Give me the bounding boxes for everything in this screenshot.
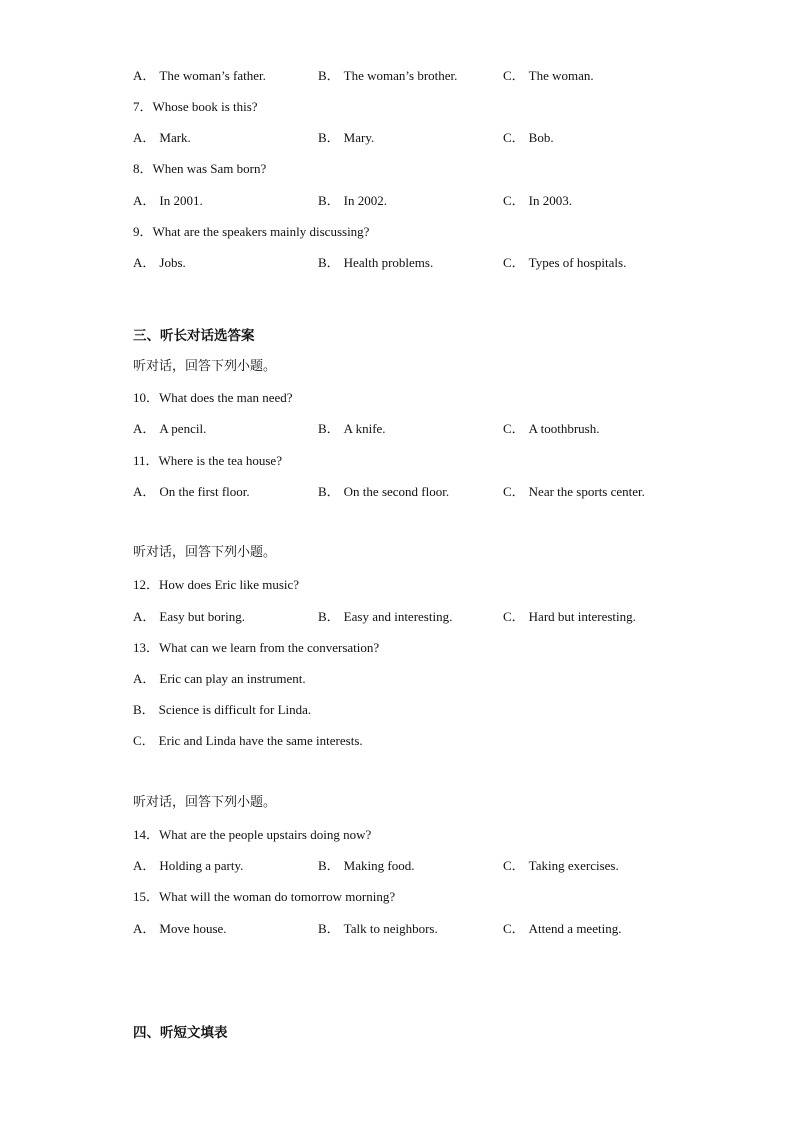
q9-option-b: B． Health problems. bbox=[318, 255, 434, 270]
q8-question: 8．When was Sam born? bbox=[133, 161, 267, 176]
q6-option-c: C． The woman. bbox=[503, 68, 594, 83]
q10-question: 10．What does the man need? bbox=[133, 390, 293, 405]
q15-option-b: B． Talk to neighbors. bbox=[318, 921, 438, 936]
q15-question: 15．What will the woman do tomorrow morning? bbox=[133, 889, 396, 904]
q8-option-c: C． In 2003. bbox=[503, 193, 573, 208]
q13-option-a: A． Eric can play an instrument. bbox=[133, 671, 306, 686]
q12-option-c: C． Hard but interesting. bbox=[503, 609, 636, 624]
q10-option-b: B． A knife. bbox=[318, 421, 386, 436]
q7-question: 7．Whose book is this? bbox=[133, 99, 258, 114]
q9-option-a: A． Jobs. bbox=[133, 255, 186, 270]
q14-option-a: A． Holding a party. bbox=[133, 858, 244, 873]
q7-option-c: C． Bob. bbox=[503, 130, 554, 145]
q10-option-c: C． A toothbrush. bbox=[503, 421, 600, 436]
group-2-instruction: 听对话，回答下列小题。 bbox=[133, 545, 277, 560]
q13-option-b: B． Science is difficult for Linda. bbox=[133, 702, 312, 717]
q11-option-b: B． On the second floor. bbox=[318, 484, 450, 499]
group-3-instruction: 听对话，回答下列小题。 bbox=[133, 795, 277, 810]
q8-option-a: A． In 2001. bbox=[133, 193, 203, 208]
section-4-heading: 四、听短文填表 bbox=[133, 1025, 228, 1041]
q11-question: 11．Where is the tea house? bbox=[133, 453, 282, 468]
q12-option-b: B． Easy and interesting. bbox=[318, 609, 453, 624]
q14-question: 14．What are the people upstairs doing now? bbox=[133, 827, 372, 842]
section-3-heading: 三、听长对话选答案 bbox=[133, 328, 255, 344]
q11-option-a: A． On the first floor. bbox=[133, 484, 250, 499]
q7-option-a: A． Mark. bbox=[133, 130, 191, 145]
q14-option-c: C． Taking exercises. bbox=[503, 858, 619, 873]
q6-option-b: B． The woman’s brother. bbox=[318, 68, 458, 83]
q8-option-b: B． In 2002. bbox=[318, 193, 388, 208]
q14-option-b: B． Making food. bbox=[318, 858, 415, 873]
q12-option-a: A． Easy but boring. bbox=[133, 609, 245, 624]
group-1-instruction: 听对话，回答下列小题。 bbox=[133, 359, 277, 374]
q12-question: 12．How does Eric like music? bbox=[133, 577, 300, 592]
q7-option-b: B． Mary. bbox=[318, 130, 375, 145]
q9-question: 9．What are the speakers mainly discussing? bbox=[133, 224, 370, 239]
q13-option-c: C． Eric and Linda have the same interests. bbox=[133, 733, 363, 748]
q10-option-a: A． A pencil. bbox=[133, 421, 207, 436]
q11-option-c: C． Near the sports center. bbox=[503, 484, 645, 499]
q6-option-a: A． The woman’s father. bbox=[133, 68, 266, 83]
q15-option-a: A． Move house. bbox=[133, 921, 227, 936]
q13-question: 13．What can we learn from the conversation? bbox=[133, 640, 380, 655]
q15-option-c: C． Attend a meeting. bbox=[503, 921, 622, 936]
q9-option-c: C． Types of hospitals. bbox=[503, 255, 627, 270]
